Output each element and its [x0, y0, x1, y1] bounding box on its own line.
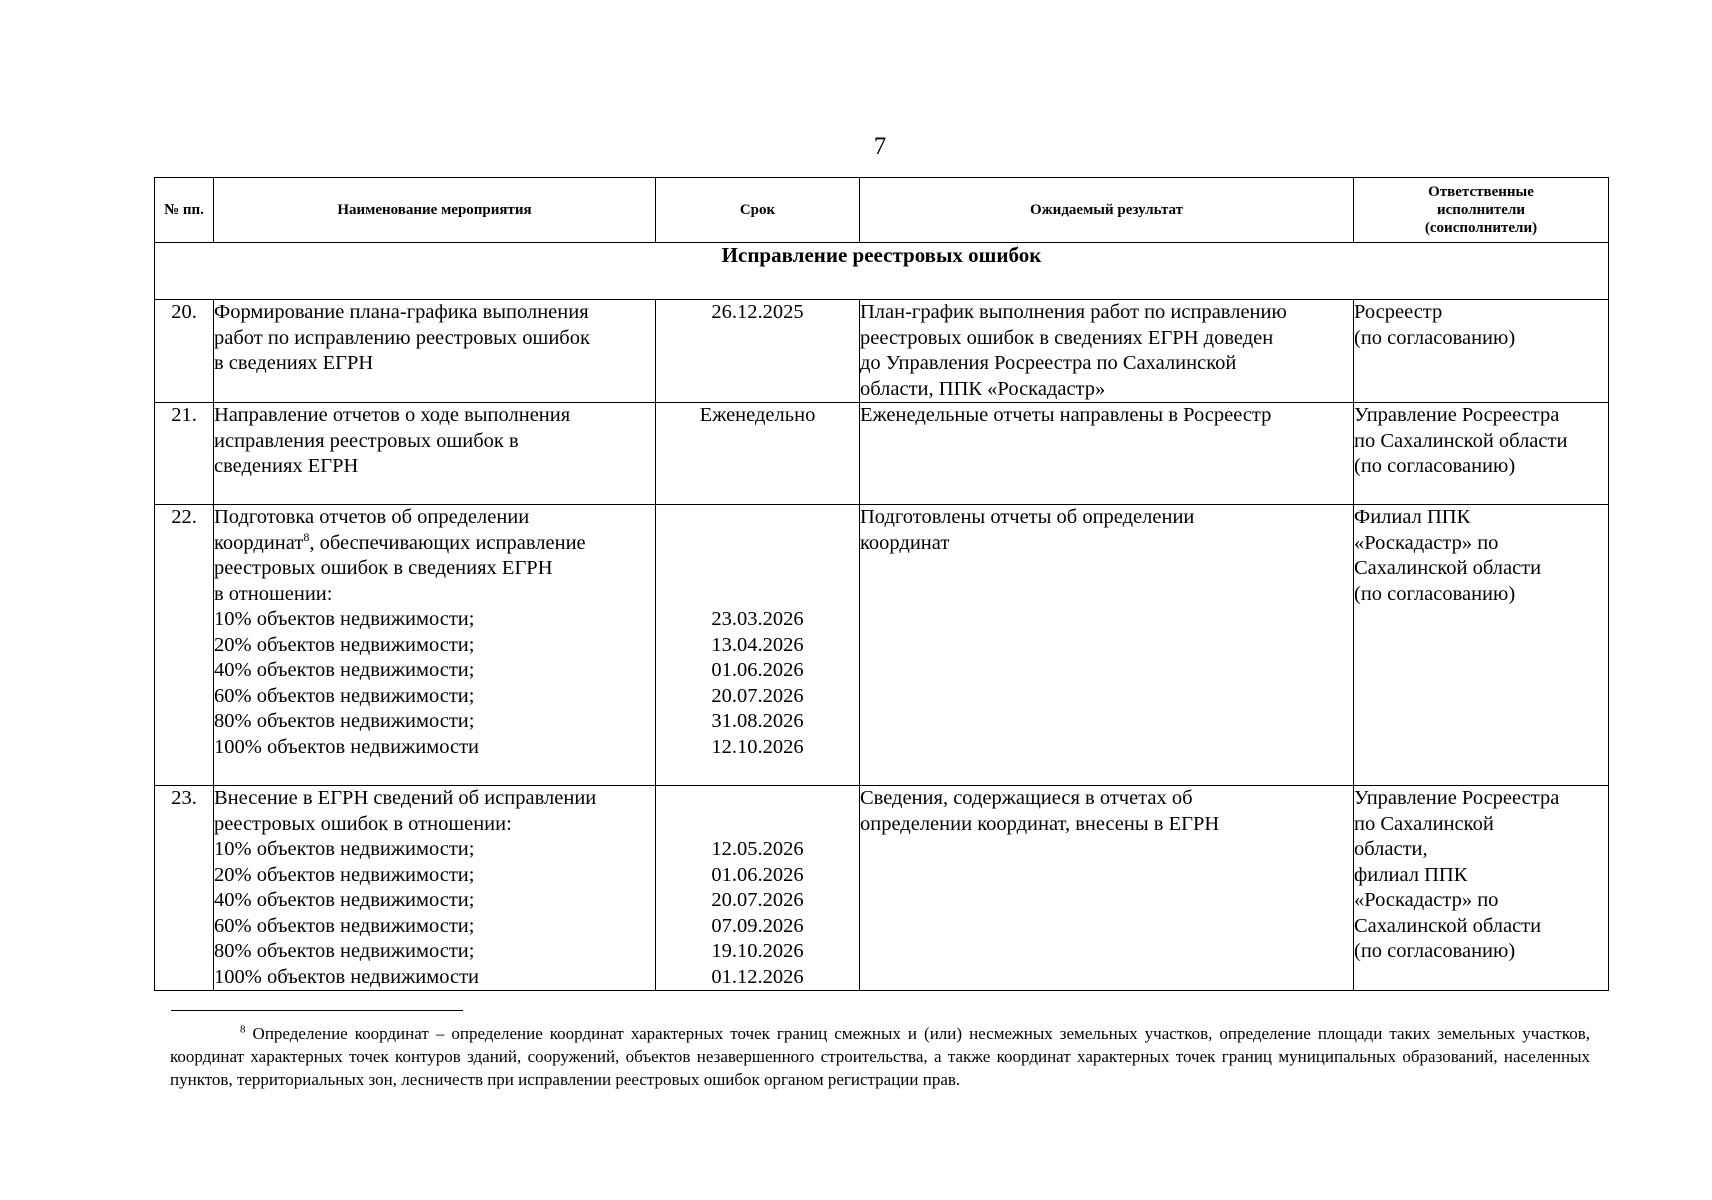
header-term: Срок: [656, 178, 860, 243]
text-line: Росреестр: [1354, 301, 1443, 323]
term-line: [656, 505, 859, 531]
text-line: Управление Росреестра: [1354, 404, 1560, 426]
row-number: 23.: [155, 786, 214, 991]
text-line: «Роскадастр» по: [1354, 531, 1499, 554]
text-line: сведениях ЕГРН: [214, 455, 359, 477]
text-line: Еженедельные отчеты направлены в Росреестр: [860, 404, 1272, 426]
text-line: Сахалинской области: [1354, 914, 1542, 937]
text-line: работ по исправлению реестровых ошибок: [214, 326, 590, 349]
text-line: Сахалинской области: [1354, 557, 1542, 579]
responsible: [1354, 505, 1609, 786]
term-line: 07.09.2026: [711, 914, 804, 937]
term: [656, 300, 860, 403]
measure-name: [214, 300, 656, 403]
table-row: [155, 505, 1609, 786]
text-line: 20% объектов недвижимости;: [214, 863, 475, 886]
text-line: области,: [1354, 838, 1428, 860]
term-line: 20.07.2026: [711, 889, 804, 911]
term-line: [656, 786, 859, 812]
footnote-mark: 8: [240, 1023, 246, 1036]
text-line: 100% объектов недвижимости: [214, 965, 480, 988]
text-line: План-график выполнения работ по исправлению: [860, 301, 1287, 323]
row-number: 20.: [155, 300, 214, 403]
text-line: 60% объектов недвижимости;: [214, 684, 475, 707]
text-line: Подготовка отчетов об определении: [214, 506, 530, 528]
measure-name: [214, 505, 656, 786]
text-line: реестровых ошибок в отношении:: [214, 812, 512, 835]
term-line: 23.03.2026: [711, 608, 804, 630]
text-line: реестровых ошибок в сведениях ЕГРН доведен: [860, 326, 1274, 349]
section-title: Исправление реестровых ошибок: [155, 243, 1609, 300]
term-line: [656, 812, 859, 838]
text-line: координат: [860, 531, 950, 554]
page-number: 7: [873, 133, 887, 160]
text-line: 100% объектов недвижимости: [214, 735, 480, 758]
text-line: Формирование плана-графика выполнения: [214, 301, 589, 323]
table-row: [155, 786, 1609, 991]
term-line: [656, 582, 859, 608]
footnote-text: Определение координат – определение координат характерных точек границ смежных и (или) несмежных земельных участков, определение площади таких земельных участков, координат характерных точек контуров зданий, сооружений, объектов незавершенного строительства, а также координат характерных точек границ муниципальных образований, населенных пунктов, территориальных зон, лесничеств при исправлении реестровых ошибок органом регистрации прав.: [170, 1024, 1591, 1089]
term-line: 19.10.2026: [711, 940, 804, 962]
term-line: 31.08.2026: [711, 710, 804, 732]
text-line: Внесение в ЕГРН сведений об исправлении: [214, 787, 597, 809]
text-line: Сведения, содержащиеся в отчетах об: [860, 787, 1193, 809]
term: [656, 505, 860, 786]
header-result: Ожидаемый результат: [860, 178, 1354, 243]
footnote: [170, 1022, 1590, 1091]
text-line: (по согласованию): [1354, 455, 1516, 477]
table-row: [155, 403, 1609, 505]
term-line: Еженедельно: [699, 404, 816, 426]
text-line: 80% объектов недвижимости;: [214, 940, 475, 962]
footnote-separator: [171, 1010, 463, 1011]
term: [656, 403, 860, 505]
term-line: [656, 531, 859, 557]
measure-name: [214, 403, 656, 505]
text-line: по Сахалинской: [1354, 812, 1494, 835]
text-line: исправления реестровых ошибок в: [214, 429, 519, 452]
responsible: [1354, 403, 1609, 505]
term-line: 13.04.2026: [711, 633, 804, 656]
expected-result: [860, 505, 1354, 786]
responsible: [1354, 786, 1609, 991]
text-line: [214, 531, 655, 557]
text-line: 10% объектов недвижимости;: [214, 838, 475, 860]
text-fragment: координат: [214, 531, 304, 554]
text-line: до Управления Росреестра по Сахалинской: [860, 352, 1237, 374]
expected-result: [860, 403, 1354, 505]
text-fragment: , обеспечивающих исправление: [309, 531, 586, 554]
text-line: Подготовлены отчеты об определении: [860, 506, 1195, 528]
text-line: Направление отчетов о ходе выполнения: [214, 404, 571, 426]
text-line: «Роскадастр» по: [1354, 889, 1499, 911]
text-line: 40% объектов недвижимости;: [214, 659, 475, 681]
term-line: 01.06.2026: [711, 659, 804, 681]
expected-result: [860, 300, 1354, 403]
text-line: реестровых ошибок в сведениях ЕГРН: [214, 557, 553, 579]
text-line: в сведениях ЕГРН: [214, 352, 374, 374]
row-number: 21.: [155, 403, 214, 505]
text-line: (по согласованию): [1354, 582, 1516, 605]
text-line: филиал ППК: [1354, 863, 1468, 886]
section-row: [155, 243, 1609, 300]
header-num: № пп.: [155, 178, 214, 243]
table-row: [155, 300, 1609, 403]
text-line: в отношении:: [214, 582, 333, 605]
term-line: 12.10.2026: [711, 735, 804, 758]
term-line: 12.05.2026: [711, 838, 804, 860]
text-line: (по согласованию): [1354, 940, 1516, 962]
term-line: [656, 556, 859, 582]
term-line: 01.12.2026: [711, 965, 804, 988]
text-line: 20% объектов недвижимости;: [214, 633, 475, 656]
footnote-reference[interactable]: 8: [303, 529, 310, 544]
text-line: по Сахалинской области: [1354, 429, 1568, 452]
plan-table: [154, 177, 1609, 991]
measure-name: [214, 786, 656, 991]
text-line: 10% объектов недвижимости;: [214, 608, 475, 630]
text-line: (по согласованию): [1354, 326, 1516, 349]
table-header-row: [155, 178, 1609, 243]
term-line: 01.06.2026: [711, 863, 804, 886]
header-name: Наименование мероприятия: [214, 178, 656, 243]
term-line: 26.12.2025: [711, 301, 804, 323]
text-line: Управление Росреестра: [1354, 787, 1560, 809]
row-number: 22.: [155, 505, 214, 786]
responsible: [1354, 300, 1609, 403]
text-line: Филиал ППК: [1354, 506, 1471, 528]
text-line: 40% объектов недвижимости;: [214, 889, 475, 911]
text-line: 80% объектов недвижимости;: [214, 710, 475, 732]
header-responsible: Ответственные исполнители (соисполнители): [1354, 178, 1609, 243]
expected-result: [860, 786, 1354, 991]
text-line: области, ППК «Роскадастр»: [860, 377, 1106, 400]
term-line: 20.07.2026: [711, 684, 804, 707]
text-line: 60% объектов недвижимости;: [214, 914, 475, 937]
text-line: определении координат, внесены в ЕГРН: [860, 812, 1220, 835]
term: [656, 786, 860, 991]
